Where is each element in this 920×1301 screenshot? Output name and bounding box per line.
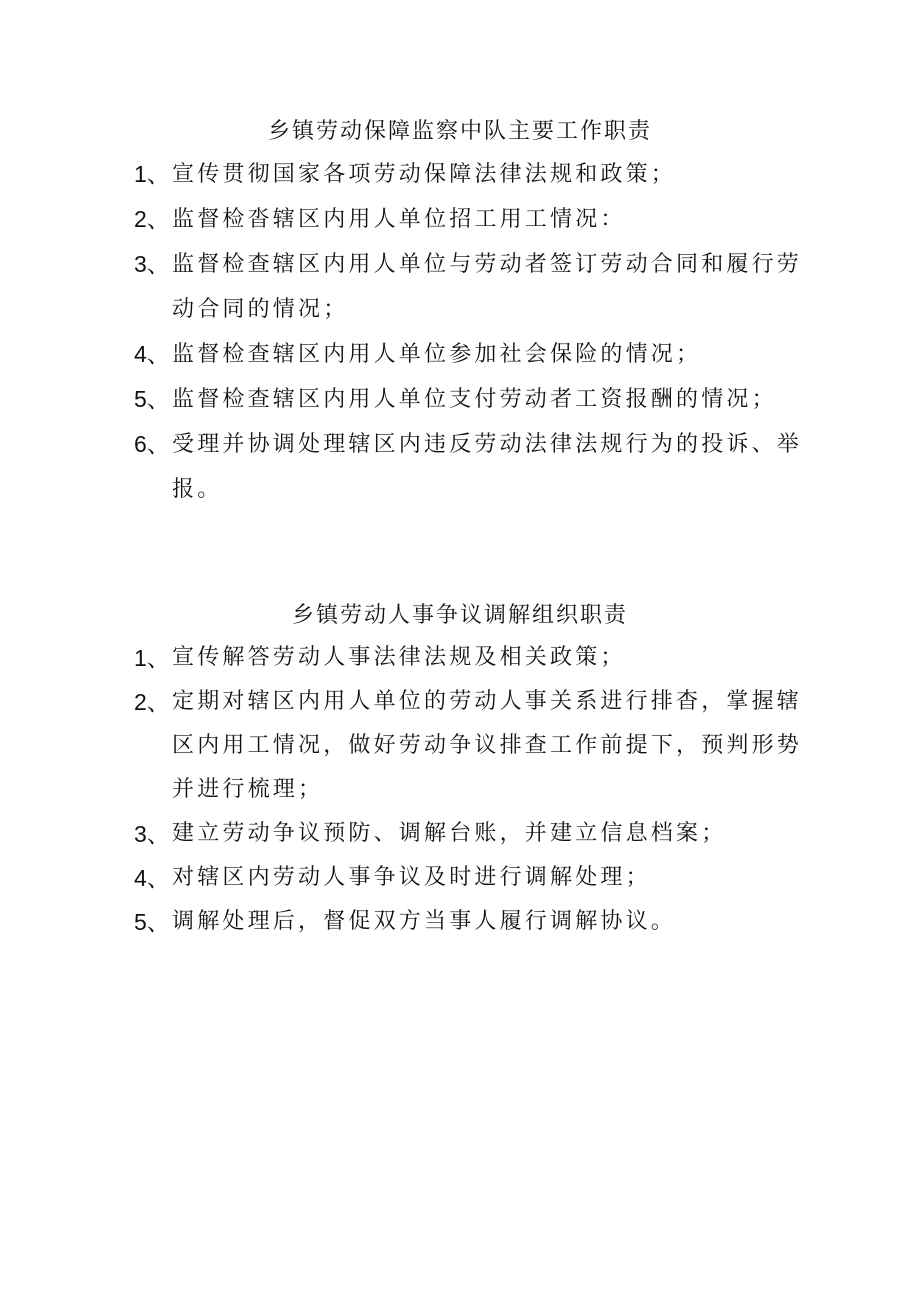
item-text: 定期对辖区内用人单位的劳动人事关系进行排杳，掌握辖区内用工情况，做好劳动争议排查工作前提下，预判形势并进行梳理； — [172, 689, 803, 802]
section-mediation-duties — [0, 596, 920, 944]
section-title: 乡镇劳动人事争议调解组织职责 — [291, 603, 628, 628]
item-text: 监督检查辖区内用人单位参加社会保险的情况； — [172, 342, 702, 367]
list-item — [134, 197, 814, 242]
item-text: 建立劳动争议预防、调解台账，并建立信息档案； — [172, 821, 727, 846]
item-number: 4、 — [134, 341, 170, 367]
item-text: 监督检沓辖区内用人单位招工用工情况： — [172, 207, 626, 232]
item-number: 1、 — [134, 645, 170, 671]
list-item — [134, 377, 814, 422]
item-text: 调解处理后，督促双方当事人履行调解协议。 — [172, 909, 677, 934]
list-item — [134, 332, 814, 377]
item-text: 宣传贯彻国家各项劳动保障法律法规和政策； — [172, 162, 677, 187]
list-item — [134, 422, 814, 512]
section-inspection-duties — [0, 112, 920, 512]
item-number: 5、 — [134, 909, 170, 935]
item-number: 2、 — [134, 689, 170, 715]
list-item — [134, 680, 814, 812]
item-number: 2、 — [134, 206, 170, 232]
list-item — [134, 856, 814, 900]
list-item — [134, 242, 814, 332]
item-text: 受理并协调处理辖区内违反劳动法律法规行为的投诉、举报。 — [172, 432, 803, 502]
item-text: 宣传解答劳动人事法律法规及相关政策； — [172, 645, 626, 670]
item-text: 监督检查辖区内用人单位支付劳动者工资报酬的情况； — [172, 387, 777, 412]
list-item — [134, 900, 814, 944]
item-number: 3、 — [134, 821, 170, 847]
item-number: 6、 — [134, 431, 170, 457]
section-title: 乡镇劳动保障监察中队主要工作职责 — [267, 119, 652, 144]
item-number: 1、 — [134, 161, 170, 187]
list-item — [134, 812, 814, 856]
list-item — [134, 152, 814, 197]
item-text: 对辖区内劳动人事争议及时进行调解处理； — [172, 865, 651, 890]
list-item — [134, 636, 814, 680]
item-text: 监督检查辖区内用人单位与劳动者签订劳动合同和履行劳动合同的情况； — [172, 252, 803, 322]
item-number: 3、 — [134, 251, 170, 277]
item-number: 4、 — [134, 865, 170, 891]
item-number: 5、 — [134, 386, 170, 412]
